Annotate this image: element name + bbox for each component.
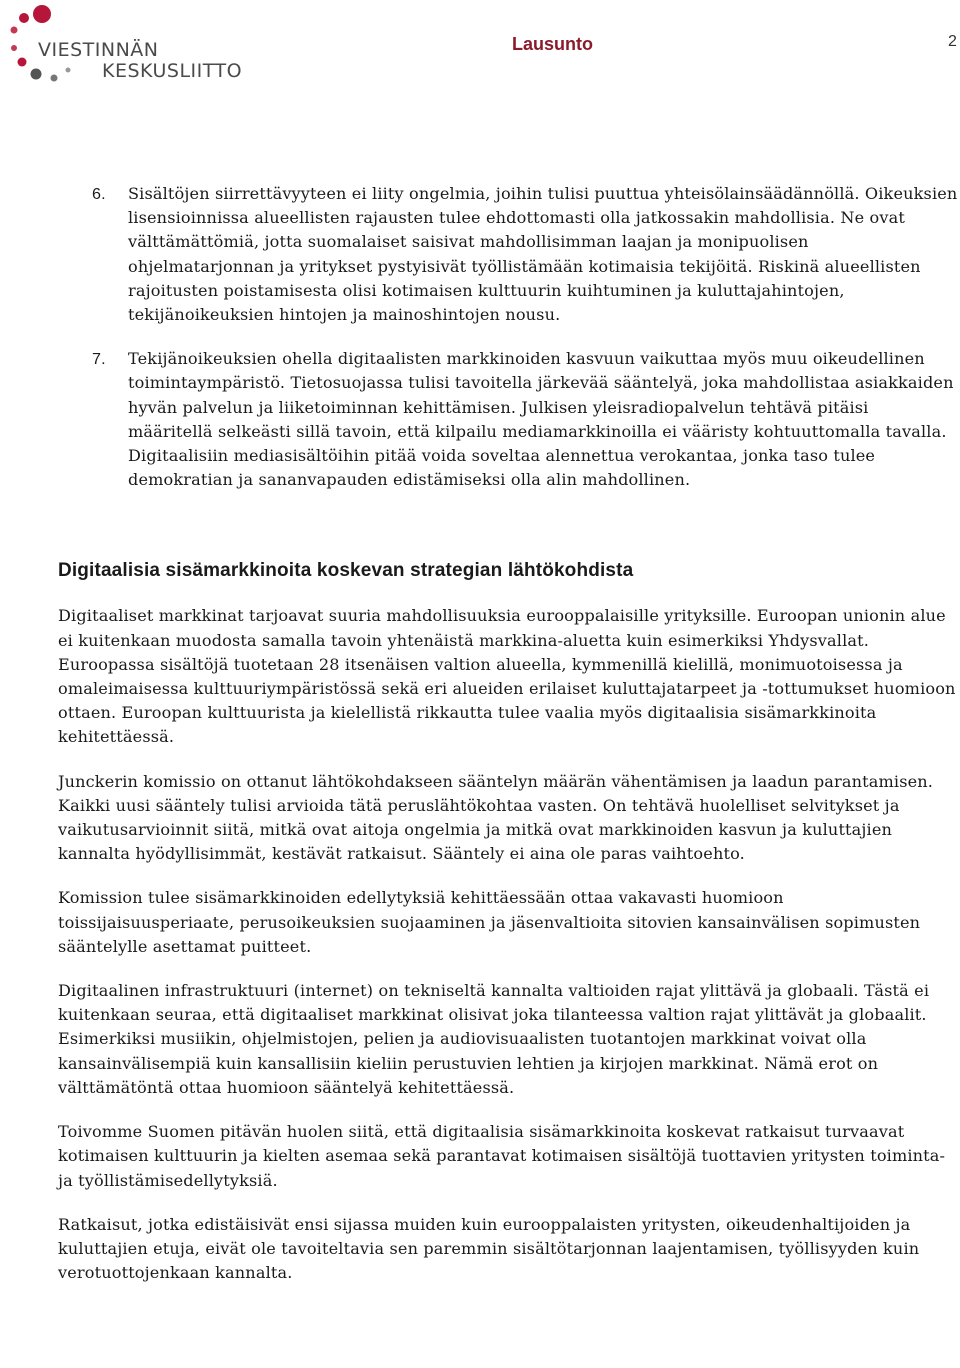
- page-header: [0, 0, 960, 90]
- paragraph: Toivomme Suomen pitävän huolen siitä, että digitaalisia sisämarkkinoita koskevat ratkaisut turvaavat kotimaisen kulttuurin ja kielten asemaa sekä parantavat kotimaisen sisältöjä tuottavien yritysten toiminta- ja työllistämisedellytyksiä.: [58, 1122, 946, 1190]
- paragraph: Ratkaisut, jotka edistäisivät ensi sijassa muiden kuin eurooppalaisten yritysten, oikeudenhaltijoiden ja kuluttajien etuja, eivät ole tavoiteltavia sen paremmin sisältötarjonnan laajentamisen, työllisyyden kuin verotuottojenkaan kannalta.: [58, 1214, 920, 1283]
- document-type-label: Lausunto: [512, 34, 593, 54]
- paragraph: Digitaalinen infrastruktuuri (internet) on tekniseltä kannalta valtioiden rajat ylittävä ja globaali. Tästä ei kuitenkaan seuraa, että digitaaliset markkinat olisivat joka tilanteessa valtion rajat ylittävät ja globaalit. Esimerkiksi musiikin, ohjelmistojen, pelien ja audiovisuaalisten tuotantojen markkinat voivat olla kansainvälisempiä kuin kansallisiin kieliin perustuvien lehtien ja kirjojen markkinat. Nämä erot on välttämätöntä ottaa huomioon sääntelyä kehitettäessä.: [58, 981, 930, 1097]
- paragraph: Digitaaliset markkinat tarjoavat suuria mahdollisuuksia eurooppalaisille yrityksille. Euroopan unionin alue ei kuitenkaan muodosta samalla tavoin yhtenäistä markkina-aluetta kuin esimerkiksi Yhdysvallat. Euroopassa sisältöjä tuotetaan 28 itsenäisen valtion alueella, kymmenillä kielillä, monimuotoisessa ja omaleimaisessa kulttuuriympäristössä sekä eri alueiden erilaiset kuluttajatarpeet ja -tottumukset huomioon ottaen. Euroopan kulttuurista ja kielellistä rikkautta tulee vaalia myös digitaalisia sisämarkkinoita kehitettäessä.: [58, 606, 956, 747]
- list-item-text: Sisältöjen siirrettävyyteen ei liity ongelmia, joihin tulisi puuttua yhteisölainsäädännöllä. Oikeuksien lisensioinnissa alueellisten rajausten tulee ehdottomasti olla jatkossakin mahdollisia. Ne ovat välttämättömiä, jotta suomalaiset saisivat mahdollisimman laajan ja monipuolisen ohjelmatarjonnan ja yritykset pystyisivät työllistämään kotimaisia tekijöitä. Riskinä alueellisten rajoitusten poistamisesta olisi kotimaisen kulttuurin kuihtuminen ja kuluttajahintojen, tekijänoikeuksien hintojen ja mainoshintojen nousu.: [128, 184, 958, 325]
- list-item-number: 6.: [92, 185, 106, 203]
- logo-line-2: KESKUSLIITTO: [102, 60, 243, 82]
- paragraph: Komission tulee sisämarkkinoiden edellytyksiä kehittäessään ottaa vakavasti huomioon toissijaisuusperiaate, perusoikeuksien suojaaminen ja jäsenvaltioita sitovien kansainvälisen sopimusten sääntelylle asettamat puitteet.: [58, 888, 921, 956]
- numbered-list: [58, 182, 958, 492]
- list-item-text: Tekijänoikeuksien ohella digitaalisten markkinoiden kasvuun vaikuttaa myös muu oikeudellinen toimintaympäristö. Tietosuojassa tulisi tavoitella järkevää sääntelyä, joka mahdollistaa asiakkaiden hyvän palvelun ja liiketoiminnan kehittämisen. Julkisen yleisradiopalvelun tehtävä pitäisi määritellä selkeästi sillä tavoin, että kilpailu mediamarkkinoilla ei vääristy kohtuuttomalla tavalla. Digitaalisiin mediasisältöihin pitää voida soveltaa alennettua verokantaa, jonka taso tulee demokratian ja sananvapauden edistämiseksi olla alin mahdollinen.: [128, 349, 954, 490]
- paragraph: Junckerin komissio on ottanut lähtökohdakseen sääntelyn määrän vähentämisen ja laadun parantamisen. Kaikki uusi sääntely tulisi arvioida tätä peruslähtökohtaa vasten. On tehtävä huolelliset selvitykset ja vaikutusarvioinnit siitä, mitkä ovat aitoja ongelmia ja mitkä ovat markkinoiden kasvun ja kuluttajien kannalta hyödyllisimmät, kestävät ratkaisut. Sääntely ei aina ole paras vaihtoehto.: [58, 771, 934, 864]
- viestinnan-keskusliitto-logo: [6, 4, 276, 84]
- logo-line-1: VIESTINNÄN: [38, 39, 159, 61]
- list-item: [58, 347, 958, 492]
- list-item: [58, 182, 958, 327]
- section-heading: Digitaalisia sisämarkkinoita koskevan strategian lähtökohdista: [58, 560, 634, 582]
- page-number: 2: [948, 33, 957, 50]
- document-body: [58, 182, 958, 1305]
- list-item-number: 7.: [92, 350, 106, 369]
